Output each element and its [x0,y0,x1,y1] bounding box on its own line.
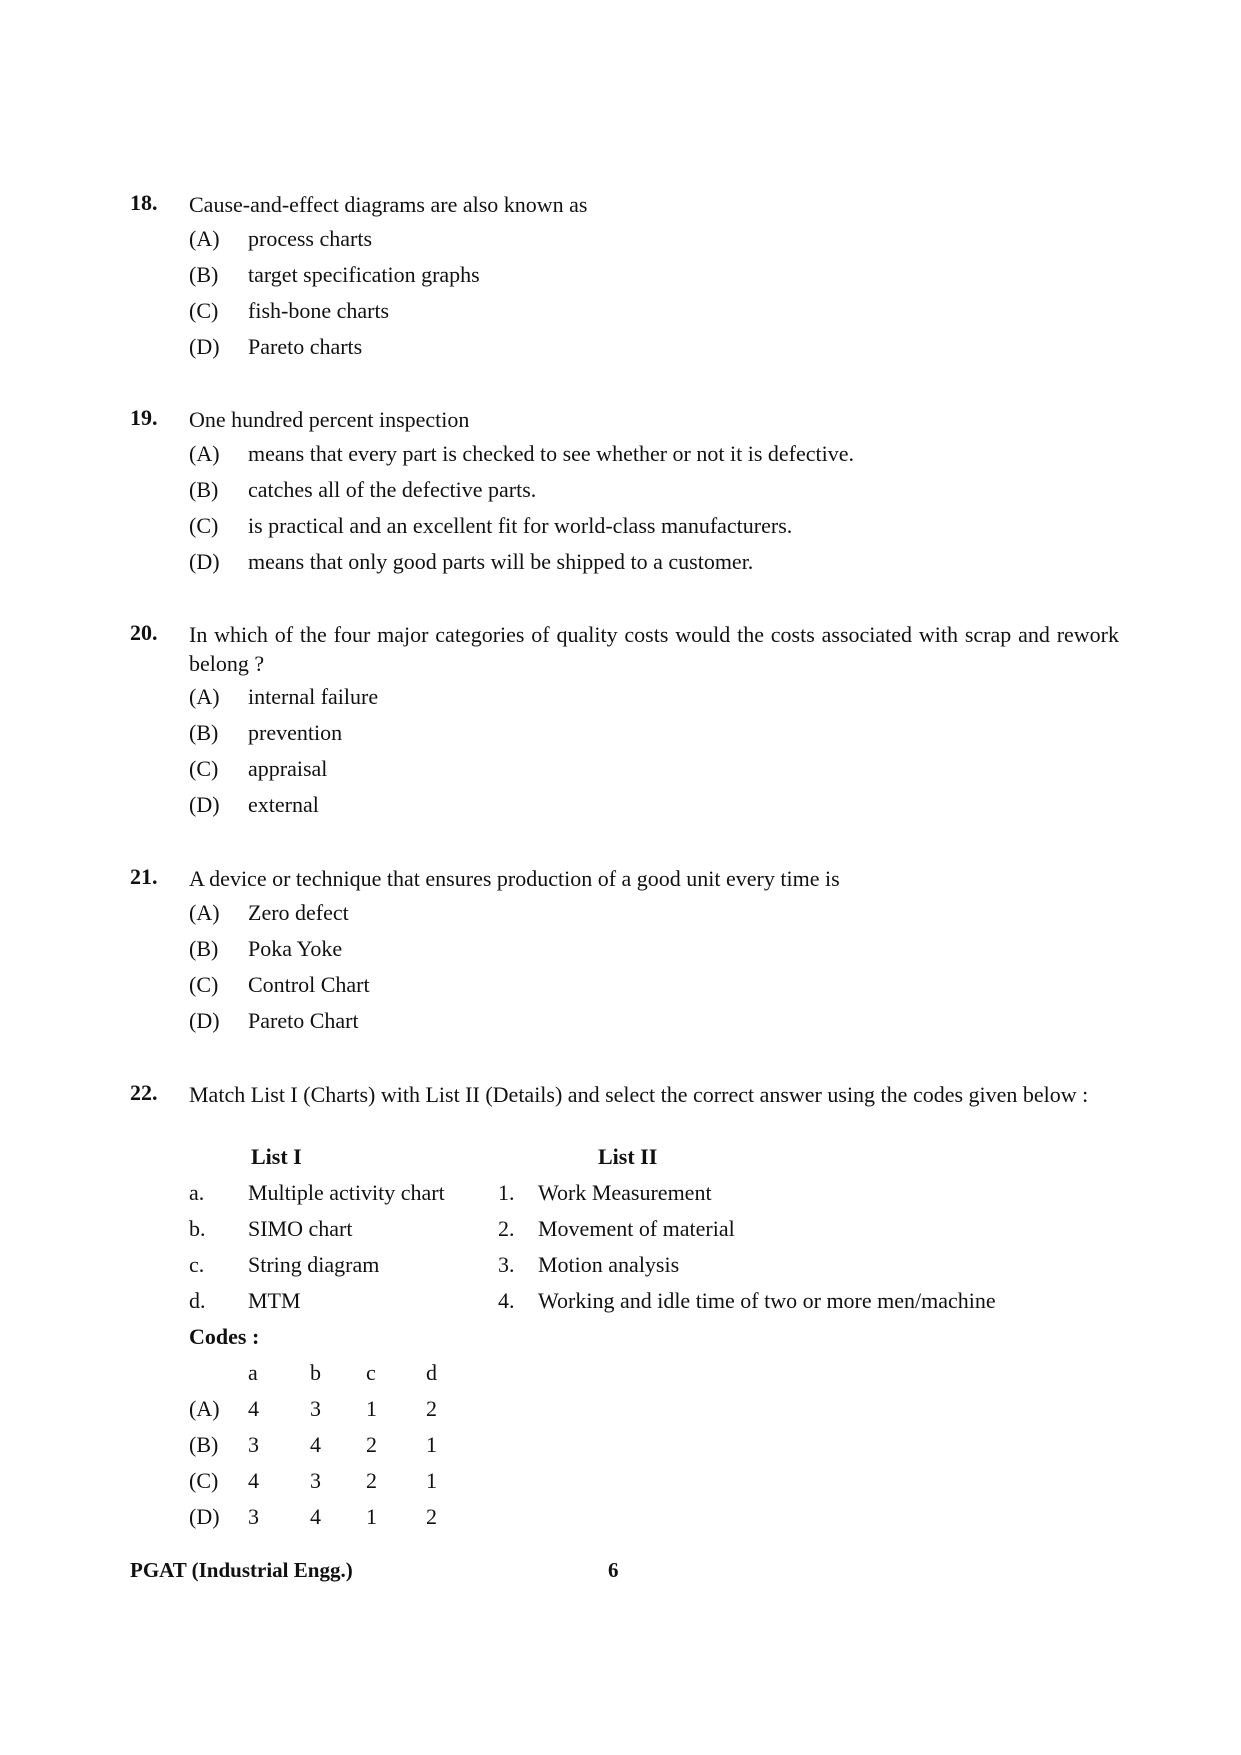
code-value: 4 [248,1396,259,1421]
codes-header-d: d [426,1360,437,1385]
code-option-label: (B) [189,1432,219,1457]
list-1-label: c. [189,1252,205,1277]
list-1-label: d. [189,1288,206,1313]
list-1-label: a. [189,1180,205,1205]
code-option-label: (A) [189,1396,220,1421]
list-2-item: Motion analysis [538,1252,680,1277]
code-value: 2 [366,1468,377,1493]
question-number: 20. [130,620,158,645]
codes-header-b: b [310,1360,321,1385]
list-1-item: SIMO chart [248,1216,353,1241]
code-value: 4 [310,1432,321,1457]
question-number: 18. [130,190,158,215]
code-value: 1 [366,1504,377,1529]
list-1-item: String diagram [248,1252,380,1277]
list-1-header: List I [251,1144,302,1169]
list-1-label: b. [189,1216,206,1241]
question-text: One hundred percent inspection [189,407,470,432]
code-value: 2 [426,1396,437,1421]
list-2-item: Work Measurement [538,1180,712,1205]
list-2-item: Movement of material [538,1216,735,1241]
code-value: 1 [426,1432,437,1457]
code-value: 2 [366,1432,377,1457]
list-1-item: Multiple activity chart [248,1180,445,1205]
code-value: 3 [310,1396,321,1421]
code-value: 3 [310,1468,321,1493]
list-2-label: 3. [498,1252,515,1277]
list-1-item: MTM [248,1288,301,1313]
question-text: In which of the four major categories of quality costs would the costs associated with scrap and rework belong ? [189,622,1119,676]
question-number: 22. [130,1080,158,1105]
list-2-label: 1. [498,1180,515,1205]
code-value: 4 [248,1468,259,1493]
codes-header-a: a [248,1360,258,1385]
list-2-label: 4. [498,1288,515,1313]
code-value: 2 [426,1504,437,1529]
question-number: 19. [130,405,158,430]
code-option-label: (C) [189,1468,219,1493]
code-value: 3 [248,1504,259,1529]
code-value: 1 [426,1468,437,1493]
question-text: Cause-and-effect diagrams are also known as [189,192,588,217]
code-value: 4 [310,1504,321,1529]
code-option-label: (D) [189,1504,220,1529]
codes-header-c: c [366,1360,376,1385]
codes-label: Codes : [189,1324,260,1349]
list-2-item: Working and idle time of two or more men/machine [538,1288,996,1313]
code-value: 3 [248,1432,259,1457]
list-2-label: 2. [498,1216,515,1241]
footer-title: PGAT (Industrial Engg.) [130,1558,353,1582]
question-text: Match List I (Charts) with List II (Details) and select the correct answer using the codes given below : [189,1082,1089,1107]
question-text: A device or technique that ensures production of a good unit every time is [189,866,840,891]
list-2-header: List II [598,1144,658,1169]
page-number: 6 [608,1558,619,1582]
question-number: 21. [130,864,158,889]
code-value: 1 [366,1396,377,1421]
